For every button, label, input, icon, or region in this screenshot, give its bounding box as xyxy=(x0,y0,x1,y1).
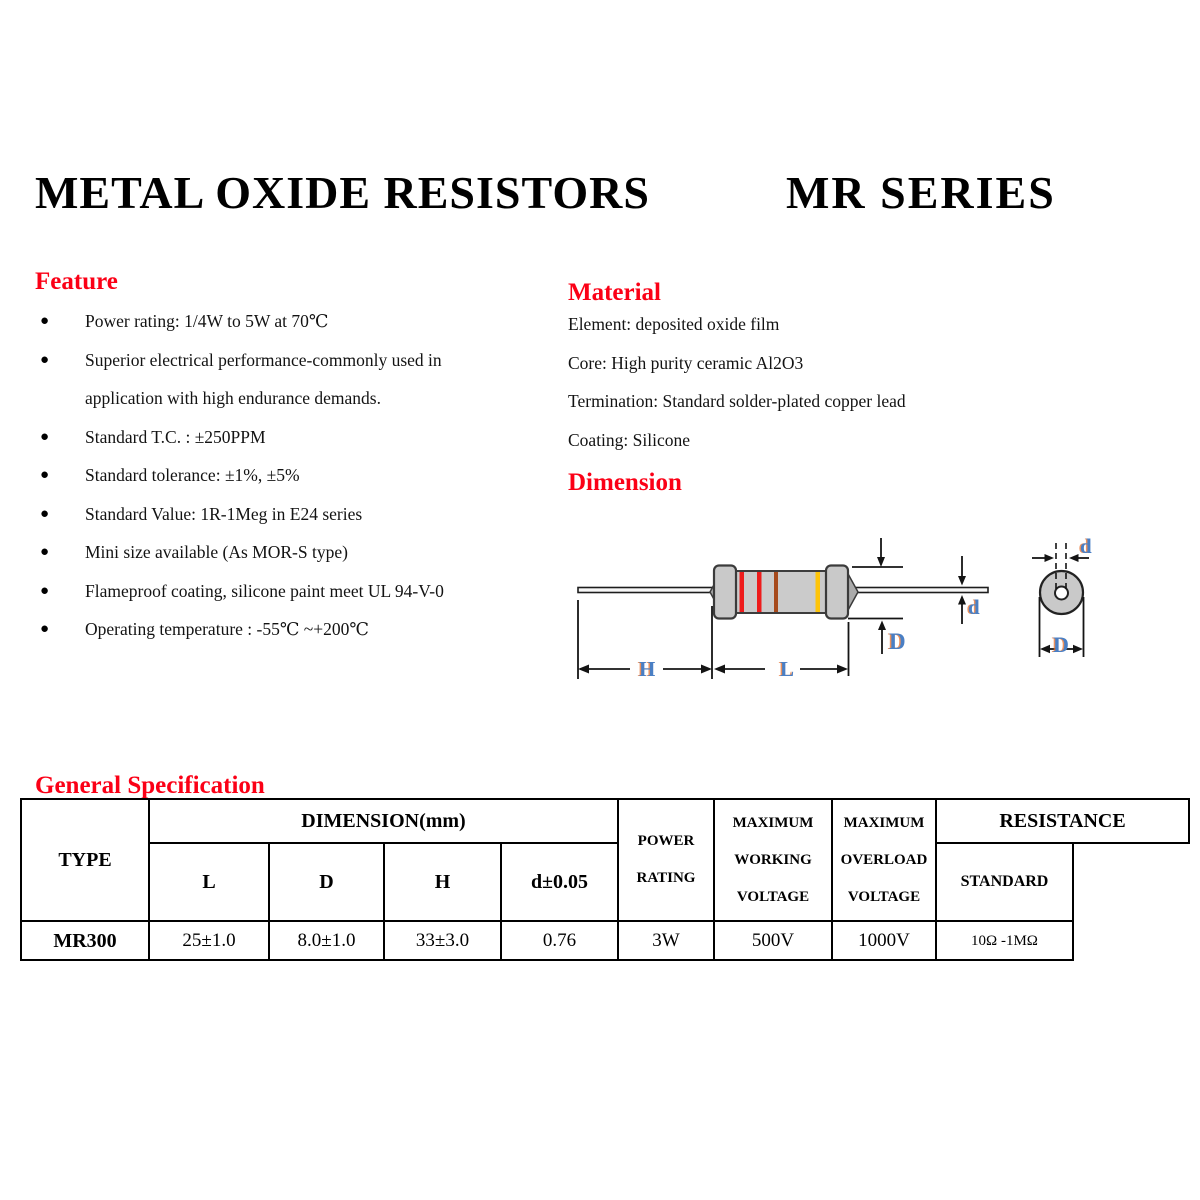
arrow-down-icon xyxy=(877,557,885,567)
feature-item: ● Standard tolerance: ±1%, ±5% xyxy=(38,456,470,495)
feature-item: ● Standard Value: 1R-1Meg in E24 series xyxy=(38,495,470,534)
label-lead-diameter: d xyxy=(968,595,980,619)
arrow-left-icon xyxy=(578,665,589,674)
arrow-right-icon xyxy=(1045,554,1055,562)
arrow-right-icon xyxy=(701,665,712,674)
material-line: Coating: Silicone xyxy=(568,430,691,451)
arrow-left-icon xyxy=(714,665,725,674)
feature-item: ● Superior electrical performance-commonly used in application with high endurance demands. xyxy=(38,341,470,418)
th-col-d-small: d±0.05 xyxy=(500,842,619,922)
th-power-rating: POWER RATING xyxy=(617,798,715,922)
arrow-right-icon xyxy=(1073,645,1083,653)
arrow-left-icon xyxy=(1069,554,1079,562)
arrow-up-icon xyxy=(878,621,886,631)
label-body-length: L xyxy=(780,657,795,681)
arrow-right-icon xyxy=(837,665,848,674)
label-body-diameter: D xyxy=(889,629,906,654)
feature-heading: Feature xyxy=(35,268,118,295)
td-d: 8.0±1.0 xyxy=(268,920,385,961)
feature-list xyxy=(38,302,470,649)
dimension-heading: Dimension xyxy=(568,469,682,496)
label-lead-length: H xyxy=(639,657,656,681)
band-brown xyxy=(774,572,778,612)
arrow-left-icon xyxy=(1040,645,1050,653)
th-col-l: L xyxy=(148,842,270,922)
td-resistance: 10Ω -1MΩ xyxy=(935,920,1074,961)
general-spec-table xyxy=(20,798,1192,963)
material-heading: Material xyxy=(568,279,662,306)
resistor-body xyxy=(734,571,828,613)
feature-item: ● Mini size available (As MOR-S type) xyxy=(38,533,470,572)
resistor-dimension-diagram xyxy=(556,508,1200,692)
feature-item: ● Power rating: 1/4W to 5W at 70℃ xyxy=(38,302,470,341)
material-lines xyxy=(568,305,998,460)
td-power: 3W xyxy=(617,920,715,961)
th-max-overload-voltage: MAXIMUM OVERLOAD VOLTAGE xyxy=(831,798,937,922)
feature-item: ● Standard T.C. : ±250PPM xyxy=(38,418,470,457)
th-dimension-group: DIMENSION(mm) xyxy=(148,798,619,844)
th-resistance-standard: STANDARD xyxy=(935,842,1074,922)
label-lead-diameter-end: d xyxy=(1080,534,1092,558)
arrow-down-icon xyxy=(958,576,966,586)
feature-item: ● Operating temperature : -55℃ ~+200℃ xyxy=(38,610,470,649)
band-red-1 xyxy=(740,572,745,612)
td-overload-voltage: 1000V xyxy=(831,920,937,961)
band-yellow xyxy=(816,572,821,612)
th-resistance-group: RESISTANCE xyxy=(935,798,1190,844)
material-line: Core: High purity ceramic Al2O3 xyxy=(568,352,804,373)
td-l: 25±1.0 xyxy=(148,920,270,961)
th-type: TYPE xyxy=(20,798,150,922)
feature-item: ● Flameproof coating, silicone paint meet UL 94-V-0 xyxy=(38,572,470,611)
arrow-up-icon xyxy=(958,595,966,605)
left-lead xyxy=(578,588,714,593)
page-title: METAL OXIDE RESISTORS xyxy=(35,167,650,218)
td-working-voltage: 500V xyxy=(713,920,833,961)
label-body-diameter-end: D xyxy=(1053,632,1069,657)
general-spec-heading: General Specification xyxy=(35,772,265,799)
th-col-h: H xyxy=(383,842,502,922)
material-line: Termination: Standard solder-plated copper lead xyxy=(568,391,906,412)
th-max-working-voltage: MAXIMUM WORKING VOLTAGE xyxy=(713,798,833,922)
left-cap xyxy=(714,566,736,619)
right-lead xyxy=(850,588,988,593)
td-type: MR300 xyxy=(20,920,150,961)
td-h: 33±3.0 xyxy=(383,920,502,961)
material-line: Element: deposited oxide film xyxy=(568,314,780,334)
th-col-d: D xyxy=(268,842,385,922)
td-d-small: 0.76 xyxy=(500,920,619,961)
band-red-2 xyxy=(757,572,762,612)
right-cap xyxy=(826,566,848,619)
series-title: MR SERIES xyxy=(786,167,1056,218)
